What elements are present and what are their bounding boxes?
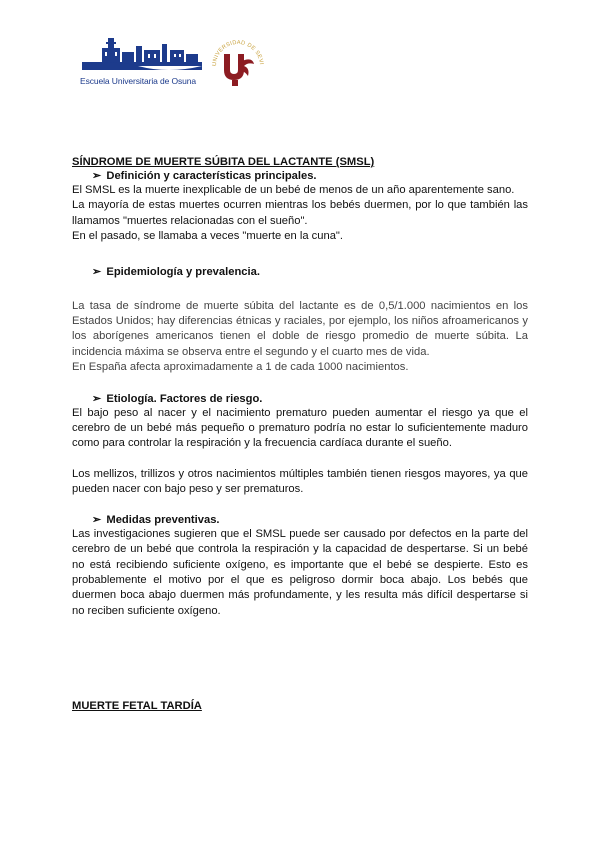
arrow-bullet-icon: ➢ [92, 392, 102, 405]
document-body [72, 155, 528, 713]
universidad-de-sevilla-logo [208, 36, 268, 88]
page-header [78, 36, 278, 88]
school-name: Escuela Universitaria de Osuna [80, 76, 197, 86]
heading-epidemiologia [72, 265, 528, 279]
heading-text: Etiología. Factores de riesgo. [106, 392, 263, 405]
paragraph: Los mellizos, trillizos y otros nacimientos múltiples también tienen riesgos mayores, ya que pueden nacer con bajo peso y ser prematuros. [72, 467, 528, 496]
heading-medidas [72, 513, 528, 527]
heading-text: Epidemiología y prevalencia. [106, 265, 260, 278]
university-name: UNIVERSIDAD DE SEVI [211, 39, 264, 67]
paragraph: En España afecta aproximadamente a 1 de cada 1000 nacimientos. [72, 361, 409, 374]
heading-text: Medidas preventivas. [106, 513, 220, 526]
paragraph: El SMSL es la muerte inexplicable de un bebé de menos de un año aparentemente sano. [72, 184, 515, 196]
osuna-skyline-icon [78, 36, 204, 76]
svg-text:UNIVERSIDAD DE SEVILLA [208, 36, 264, 66]
escuela-universitaria-osuna-logo [78, 36, 204, 86]
heading-definicion [72, 169, 528, 183]
paragraph: La tasa de síndrome de muerte súbita del lactante es de 0,5/1.000 nacimientos en los Estados Unidos; hay diferencias étnicas y raciales, por ejemplo, los niños afroamericanos y los aborígenes americanos tienen el doble de riesgo promedio de muerte súbita. La incidencia máxima se observa entre el segundo y el cuarto mes de vida. [72, 299, 528, 358]
arrow-bullet-icon: ➢ [92, 265, 102, 278]
section-title-smsl: SÍNDROME DE MUERTE SÚBITA DEL LACTANTE (SMSL) [72, 156, 375, 168]
paragraph: El bajo peso al nacer y el nacimiento prematuro pueden aumentar el riesgo ya que el cerebro de un bebé más pequeño o prematuro podría no estar lo suficientemente maduro como para controlar la respiración y la frecuencia cardíaca durante el sueño. [72, 406, 528, 450]
section-title-muerte-fetal: MUERTE FETAL TARDÍA [72, 700, 202, 713]
arrow-bullet-icon: ➢ [92, 170, 102, 182]
heading-text: Definición y características principales. [106, 170, 317, 182]
university-seal-icon [208, 36, 268, 88]
heading-etiologia [72, 392, 528, 406]
paragraph: La mayoría de estas muertes ocurren mientras los bebés duermen, por lo que también las llamamos "muertes relacionadas con el sueño". [72, 199, 528, 227]
arrow-bullet-icon: ➢ [92, 513, 102, 526]
paragraph: Las investigaciones sugieren que el SMSL puede ser causado por defectos en la parte del cerebro de un bebé que controla la respiración y la capacidad de despertarse. Si un bebé no está recibiendo suficiente oxígeno, es importante que el bebé se despierte. Esto es probablemente el motivo por el que es peligroso dormir boca abajo. Los bebés que duermen boca abajo duermen más profundamente, y les resulta más difícil despertarse si no reciben suficiente oxígeno. [72, 527, 528, 617]
paragraph: En el pasado, se llamaba a veces "muerte en la cuna". [72, 230, 344, 243]
